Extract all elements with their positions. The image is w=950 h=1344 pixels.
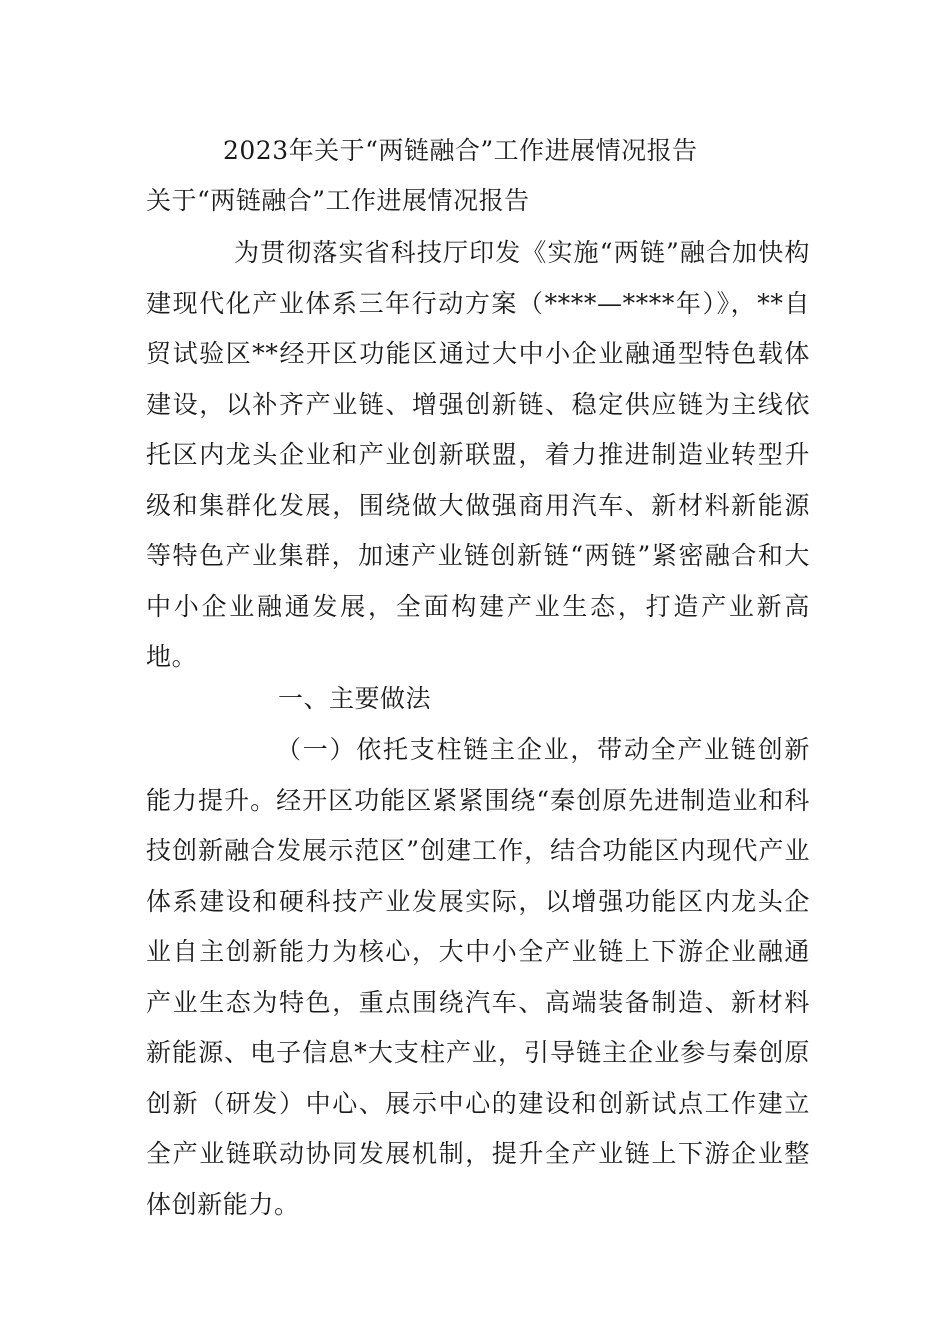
- document-title: 2023年关于“两链融合”工作进展情况报告: [223, 136, 698, 165]
- body-paragraph: （一）依托支柱链主企业，带动全产业链创新能力提升。经开区功能区紧紧围绕“秦创原先进制造业和科技创新融合发展示范区”创建工作，结合功能区内现代产业体系建设和硬科技产业发展实际，以增强功能区内龙头企业自主创新能力为核心，大中小全产业链上下游企业融通产业生态为特色，重点围绕汽车、高端装备制造、新材料新能源、电子信息*大支柱产业，引导链主企业参与秦创原创新（研发）中心、展示中心的建设和创新试点工作建立全产业链联动协同发展机制，提升全产业链上下游企业整体创新能力。: [146, 735, 810, 1219]
- document-subtitle: 关于“两链融合”工作进展情况报告: [146, 186, 530, 215]
- section-heading: 一、主要做法: [278, 684, 432, 713]
- intro-paragraph: 为贯彻落实省科技厅印发《实施“两链”融合加快构建现代化产业体系三年行动方案（****—****年）》，**自贸试验区**经开区功能区通过大中小企业融通型特色载体建设，以补齐产业链、增强创新链、稳定供应链为主线依托区内龙头企业和产业创新联盟，着力推进制造业转型升级和集群化发展，围绕做大做强商用汽车、新材料新能源等特色产业集群，加速产业链创新链“两链”紧密融合和大中小企业融通发展，全面构建产业生态，打造产业新高地。: [146, 238, 810, 671]
